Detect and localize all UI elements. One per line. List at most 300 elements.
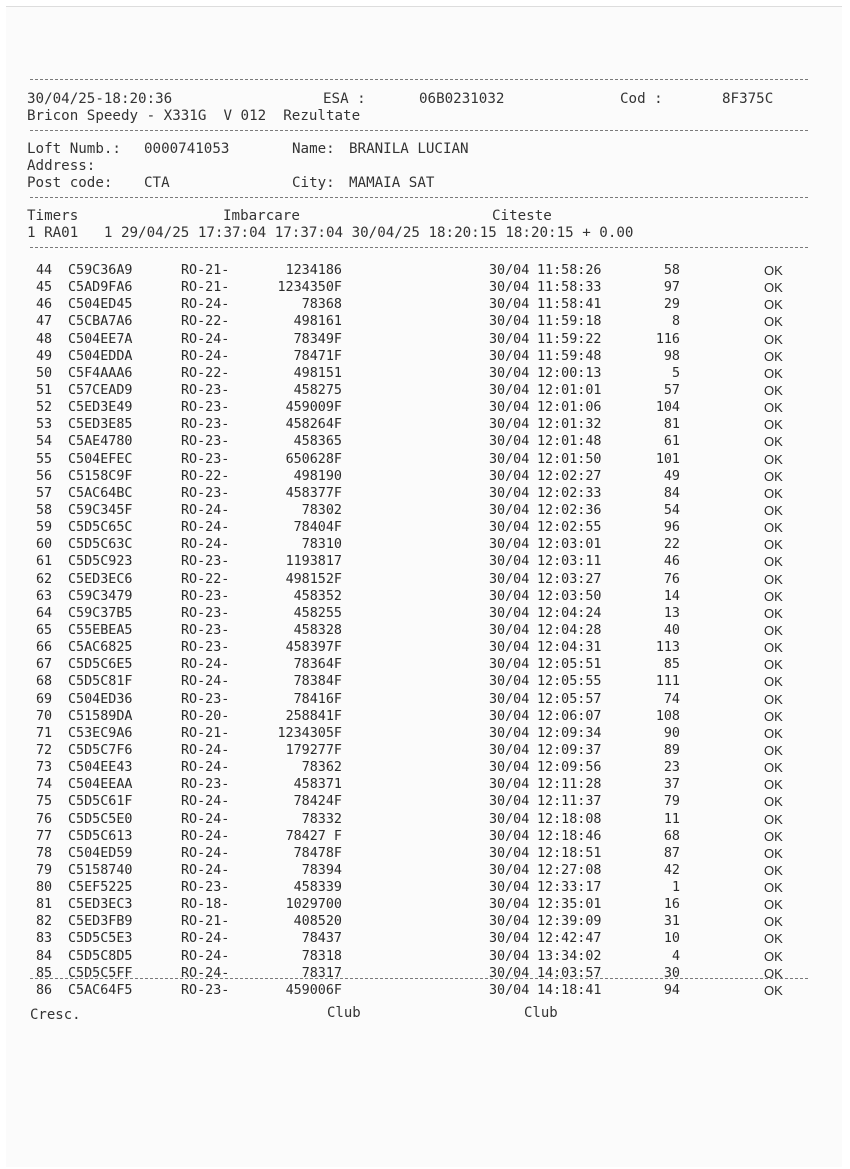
status-ok: OK bbox=[764, 365, 783, 381]
table-row bbox=[6, 572, 842, 589]
row-index: 85 bbox=[36, 965, 53, 981]
speed-value: 58 bbox=[663, 263, 680, 278]
row-index: 57 bbox=[36, 485, 53, 501]
speed-value: 61 bbox=[663, 434, 680, 450]
status-ok: OK bbox=[764, 862, 783, 878]
results-table bbox=[6, 263, 842, 1000]
status-ok: OK bbox=[764, 794, 783, 810]
postcode-value: CTA bbox=[144, 175, 170, 191]
ring-series: RO-24- bbox=[181, 331, 230, 347]
row-index: 64 bbox=[36, 605, 53, 621]
speed-value: 49 bbox=[663, 468, 680, 484]
dashed-divider bbox=[30, 130, 808, 131]
ring-number: 1029700 bbox=[285, 897, 342, 913]
ring-number: 78437 bbox=[301, 931, 342, 947]
status-ok: OK bbox=[764, 588, 783, 604]
arrival-date: 30/04 bbox=[489, 725, 530, 741]
speed-value: 104 bbox=[655, 400, 680, 416]
status-ok: OK bbox=[764, 605, 783, 621]
esa-label: ESA : bbox=[323, 91, 366, 107]
name-value: BRANILA LUCIAN bbox=[349, 141, 469, 157]
table-row bbox=[6, 452, 842, 469]
status-ok: OK bbox=[764, 502, 783, 518]
row-index: 73 bbox=[36, 760, 53, 776]
table-row bbox=[6, 503, 842, 520]
row-index: 58 bbox=[36, 502, 53, 518]
arrival-time: 12:42:47 bbox=[537, 931, 602, 947]
arrival-date: 30/04 bbox=[489, 965, 530, 981]
speed-value: 46 bbox=[663, 554, 680, 570]
arrival-time: 12:05:51 bbox=[537, 657, 602, 673]
ring-code: C504ED59 bbox=[68, 845, 133, 861]
row-index: 65 bbox=[36, 622, 53, 638]
row-index: 77 bbox=[36, 828, 53, 844]
arrival-date: 30/04 bbox=[489, 657, 530, 673]
status-ok: OK bbox=[764, 931, 783, 947]
cod-value: 8F375C bbox=[722, 91, 774, 107]
arrival-time: 12:09:56 bbox=[537, 760, 602, 776]
table-row bbox=[6, 263, 842, 280]
status-ok: OK bbox=[764, 691, 783, 707]
arrival-time: 12:01:32 bbox=[537, 417, 602, 433]
arrival-time: 12:11:37 bbox=[537, 794, 602, 810]
row-index: 86 bbox=[36, 982, 53, 998]
ring-series: RO-23- bbox=[181, 777, 230, 793]
table-row bbox=[6, 674, 842, 691]
status-ok: OK bbox=[764, 760, 783, 776]
loft-number-value: 0000741053 bbox=[144, 141, 230, 157]
ring-number: 1234305F bbox=[277, 725, 342, 741]
table-row bbox=[6, 897, 842, 914]
ring-code: C59C3479 bbox=[68, 588, 133, 604]
arrival-time: 12:01:50 bbox=[537, 451, 602, 467]
table-row bbox=[6, 606, 842, 623]
status-ok: OK bbox=[764, 314, 783, 330]
speed-value: 87 bbox=[663, 845, 680, 861]
club-label-2: Club bbox=[524, 1005, 558, 1021]
arrival-time: 12:04:28 bbox=[537, 622, 602, 638]
ring-code: C5ED3EC3 bbox=[68, 897, 133, 913]
ring-code: C5D5C613 bbox=[68, 828, 133, 844]
arrival-time: 12:03:27 bbox=[537, 571, 602, 587]
ring-series: RO-24- bbox=[181, 674, 230, 690]
ring-code: C5D5C6E5 bbox=[68, 657, 133, 673]
status-ok: OK bbox=[764, 845, 783, 861]
status-ok: OK bbox=[764, 297, 783, 313]
table-row bbox=[6, 983, 842, 1000]
row-index: 54 bbox=[36, 434, 53, 450]
status-ok: OK bbox=[764, 280, 783, 296]
table-row bbox=[6, 349, 842, 366]
table-row bbox=[6, 366, 842, 383]
ring-number: 459006F bbox=[285, 982, 342, 998]
table-row bbox=[6, 743, 842, 760]
ring-number: 78471F bbox=[293, 348, 342, 364]
status-ok: OK bbox=[764, 811, 783, 827]
speed-value: 84 bbox=[663, 485, 680, 501]
ring-series: RO-21- bbox=[181, 725, 230, 741]
table-row bbox=[6, 469, 842, 486]
row-index: 46 bbox=[36, 297, 53, 313]
status-ok: OK bbox=[764, 982, 783, 998]
arrival-time: 12:01:06 bbox=[537, 400, 602, 416]
arrival-date: 30/04 bbox=[489, 280, 530, 296]
arrival-date: 30/04 bbox=[489, 914, 530, 930]
ring-number: 78317 bbox=[301, 965, 342, 981]
table-row bbox=[6, 760, 842, 777]
row-index: 71 bbox=[36, 725, 53, 741]
dashed-divider bbox=[30, 247, 808, 248]
arrival-date: 30/04 bbox=[489, 485, 530, 501]
speed-value: 4 bbox=[671, 948, 680, 964]
arrival-time: 12:02:33 bbox=[537, 485, 602, 501]
ring-series: RO-22- bbox=[181, 468, 230, 484]
status-ok: OK bbox=[764, 263, 783, 278]
arrival-time: 11:58:33 bbox=[537, 280, 602, 296]
ring-code: C5ED3E85 bbox=[68, 417, 133, 433]
ring-series: RO-24- bbox=[181, 811, 230, 827]
ring-number: 78427 F bbox=[285, 828, 342, 844]
arrival-time: 12:39:09 bbox=[537, 914, 602, 930]
row-index: 49 bbox=[36, 348, 53, 364]
table-row bbox=[6, 554, 842, 571]
arrival-time: 12:00:13 bbox=[537, 365, 602, 381]
arrival-time: 12:06:07 bbox=[537, 708, 602, 724]
speed-value: 22 bbox=[663, 537, 680, 553]
arrival-time: 12:18:08 bbox=[537, 811, 602, 827]
row-index: 83 bbox=[36, 931, 53, 947]
arrival-date: 30/04 bbox=[489, 931, 530, 947]
ring-code: C5158C9F bbox=[68, 468, 133, 484]
ring-series: RO-24- bbox=[181, 297, 230, 313]
table-row bbox=[6, 846, 842, 863]
ring-number: 408520 bbox=[293, 914, 342, 930]
ring-code: C5AE4780 bbox=[68, 434, 133, 450]
ring-number: 179277F bbox=[285, 742, 342, 758]
ring-number: 458264F bbox=[285, 417, 342, 433]
arrival-date: 30/04 bbox=[489, 674, 530, 690]
arrival-time: 11:58:41 bbox=[537, 297, 602, 313]
arrival-time: 11:59:22 bbox=[537, 331, 602, 347]
speed-value: 13 bbox=[663, 605, 680, 621]
ring-number: 78318 bbox=[301, 948, 342, 964]
ring-series: RO-23- bbox=[181, 588, 230, 604]
arrival-time: 12:02:55 bbox=[537, 520, 602, 536]
speed-value: 37 bbox=[663, 777, 680, 793]
speed-value: 98 bbox=[663, 348, 680, 364]
ring-series: RO-24- bbox=[181, 502, 230, 518]
ring-series: RO-24- bbox=[181, 931, 230, 947]
arrival-date: 30/04 bbox=[489, 451, 530, 467]
arrival-date: 30/04 bbox=[489, 845, 530, 861]
status-ok: OK bbox=[764, 948, 783, 964]
arrival-time: 13:34:02 bbox=[537, 948, 602, 964]
ring-number: 458352 bbox=[293, 588, 342, 604]
table-row bbox=[6, 812, 842, 829]
ring-series: RO-24- bbox=[181, 845, 230, 861]
cod-label: Cod : bbox=[620, 91, 663, 107]
arrival-time: 12:04:24 bbox=[537, 605, 602, 621]
row-index: 59 bbox=[36, 520, 53, 536]
speed-value: 108 bbox=[655, 708, 680, 724]
row-index: 56 bbox=[36, 468, 53, 484]
arrival-date: 30/04 bbox=[489, 434, 530, 450]
row-index: 47 bbox=[36, 314, 53, 330]
arrival-date: 30/04 bbox=[489, 811, 530, 827]
ring-series: RO-18- bbox=[181, 897, 230, 913]
arrival-date: 30/04 bbox=[489, 537, 530, 553]
ring-number: 498152F bbox=[285, 571, 342, 587]
arrival-date: 30/04 bbox=[489, 622, 530, 638]
status-ok: OK bbox=[764, 965, 783, 981]
table-row bbox=[6, 623, 842, 640]
table-row bbox=[6, 914, 842, 931]
ring-code: C5D5C81F bbox=[68, 674, 133, 690]
ring-number: 458328 bbox=[293, 622, 342, 638]
table-row bbox=[6, 657, 842, 674]
timers-label: Timers bbox=[27, 208, 79, 224]
speed-value: 5 bbox=[671, 365, 680, 381]
ring-series: RO-23- bbox=[181, 451, 230, 467]
ring-series: RO-21- bbox=[181, 263, 230, 278]
ring-code: C59C37B5 bbox=[68, 605, 133, 621]
arrival-date: 30/04 bbox=[489, 382, 530, 398]
speed-value: 97 bbox=[663, 280, 680, 296]
ring-series: RO-23- bbox=[181, 417, 230, 433]
ring-code: C5CBA7A6 bbox=[68, 314, 133, 330]
arrival-time: 12:03:50 bbox=[537, 588, 602, 604]
table-row bbox=[6, 589, 842, 606]
ring-code: C5D5C63C bbox=[68, 537, 133, 553]
ring-number: 458275 bbox=[293, 382, 342, 398]
arrival-date: 30/04 bbox=[489, 742, 530, 758]
ring-series: RO-22- bbox=[181, 571, 230, 587]
row-index: 75 bbox=[36, 794, 53, 810]
arrival-time: 12:05:55 bbox=[537, 674, 602, 690]
arrival-time: 12:18:46 bbox=[537, 828, 602, 844]
ring-number: 78416F bbox=[293, 691, 342, 707]
table-row bbox=[6, 692, 842, 709]
arrival-date: 30/04 bbox=[489, 862, 530, 878]
ring-series: RO-24- bbox=[181, 348, 230, 364]
dashed-divider bbox=[30, 978, 808, 979]
status-ok: OK bbox=[764, 742, 783, 758]
arrival-time: 12:01:48 bbox=[537, 434, 602, 450]
ring-series: RO-23- bbox=[181, 622, 230, 638]
ring-code: C504EE43 bbox=[68, 760, 133, 776]
ring-series: RO-24- bbox=[181, 794, 230, 810]
ring-number: 458377F bbox=[285, 485, 342, 501]
arrival-date: 30/04 bbox=[489, 331, 530, 347]
status-ok: OK bbox=[764, 554, 783, 570]
ring-series: RO-23- bbox=[181, 554, 230, 570]
ring-series: RO-21- bbox=[181, 914, 230, 930]
arrival-time: 14:18:41 bbox=[537, 982, 602, 998]
arrival-date: 30/04 bbox=[489, 502, 530, 518]
ring-code: C5AC64F5 bbox=[68, 982, 133, 998]
speed-value: 94 bbox=[663, 982, 680, 998]
row-index: 60 bbox=[36, 537, 53, 553]
ring-number: 78302 bbox=[301, 502, 342, 518]
row-index: 79 bbox=[36, 862, 53, 878]
ring-number: 78478F bbox=[293, 845, 342, 861]
ring-code: C5AD9FA6 bbox=[68, 280, 133, 296]
ring-code: C504EFEC bbox=[68, 451, 133, 467]
arrival-time: 11:59:18 bbox=[537, 314, 602, 330]
row-index: 69 bbox=[36, 691, 53, 707]
ring-series: RO-23- bbox=[181, 400, 230, 416]
row-index: 81 bbox=[36, 897, 53, 913]
address-label: Address: bbox=[27, 158, 96, 174]
row-index: 76 bbox=[36, 811, 53, 827]
arrival-time: 12:04:31 bbox=[537, 640, 602, 656]
row-index: 84 bbox=[36, 948, 53, 964]
ring-code: C5D5C61F bbox=[68, 794, 133, 810]
ring-code: C5ED3EC6 bbox=[68, 571, 133, 587]
row-index: 48 bbox=[36, 331, 53, 347]
table-row bbox=[6, 486, 842, 503]
status-ok: OK bbox=[764, 520, 783, 536]
system-title: Bricon Speedy - X331G V 012 Rezultate bbox=[27, 108, 361, 124]
row-index: 68 bbox=[36, 674, 53, 690]
status-ok: OK bbox=[764, 674, 783, 690]
ring-number: 458397F bbox=[285, 640, 342, 656]
arrival-time: 11:59:48 bbox=[537, 348, 602, 364]
ring-number: 78368 bbox=[301, 297, 342, 313]
cresc-label: Cresc. bbox=[30, 1007, 81, 1023]
speed-value: 79 bbox=[663, 794, 680, 810]
arrival-time: 12:33:17 bbox=[537, 880, 602, 896]
arrival-time: 12:18:51 bbox=[537, 845, 602, 861]
arrival-date: 30/04 bbox=[489, 417, 530, 433]
ring-code: C5AC6825 bbox=[68, 640, 133, 656]
arrival-time: 14:03:57 bbox=[537, 965, 602, 981]
arrival-time: 12:02:36 bbox=[537, 502, 602, 518]
row-index: 45 bbox=[36, 280, 53, 296]
citeste-label: Citeste bbox=[492, 208, 552, 224]
ring-number: 1234350F bbox=[277, 280, 342, 296]
arrival-date: 30/04 bbox=[489, 400, 530, 416]
table-row bbox=[6, 726, 842, 743]
table-row bbox=[6, 949, 842, 966]
row-index: 53 bbox=[36, 417, 53, 433]
table-row bbox=[6, 777, 842, 794]
row-index: 66 bbox=[36, 640, 53, 656]
ring-code: C5EF5225 bbox=[68, 880, 133, 896]
arrival-date: 30/04 bbox=[489, 880, 530, 896]
speed-value: 40 bbox=[663, 622, 680, 638]
arrival-time: 12:02:27 bbox=[537, 468, 602, 484]
ring-number: 498161 bbox=[293, 314, 342, 330]
status-ok: OK bbox=[764, 897, 783, 913]
speed-value: 42 bbox=[663, 862, 680, 878]
speed-value: 16 bbox=[663, 897, 680, 913]
arrival-date: 30/04 bbox=[489, 605, 530, 621]
ring-series: RO-22- bbox=[181, 314, 230, 330]
city-label: City: bbox=[292, 175, 335, 191]
status-ok: OK bbox=[764, 571, 783, 587]
ring-number: 650628F bbox=[285, 451, 342, 467]
ring-code: C5D5C5FF bbox=[68, 965, 133, 981]
table-row bbox=[6, 314, 842, 331]
dashed-divider bbox=[30, 197, 808, 198]
table-row bbox=[6, 400, 842, 417]
speed-value: 14 bbox=[663, 588, 680, 604]
arrival-date: 30/04 bbox=[489, 794, 530, 810]
arrival-date: 30/04 bbox=[489, 708, 530, 724]
ring-code: C51589DA bbox=[68, 708, 133, 724]
ring-code: C5158740 bbox=[68, 862, 133, 878]
ring-number: 498190 bbox=[293, 468, 342, 484]
arrival-date: 30/04 bbox=[489, 348, 530, 364]
speed-value: 90 bbox=[663, 725, 680, 741]
ring-code: C504EE7A bbox=[68, 331, 133, 347]
speed-value: 68 bbox=[663, 828, 680, 844]
ring-code: C5F4AAA6 bbox=[68, 365, 133, 381]
row-index: 74 bbox=[36, 777, 53, 793]
status-ok: OK bbox=[764, 468, 783, 484]
loft-number-label: Loft Numb.: bbox=[27, 141, 121, 157]
report-datetime: 30/04/25-18:20:36 bbox=[27, 91, 173, 107]
ring-series: RO-24- bbox=[181, 657, 230, 673]
speed-value: 1 bbox=[671, 880, 680, 896]
ring-series: RO-23- bbox=[181, 982, 230, 998]
arrival-time: 12:27:08 bbox=[537, 862, 602, 878]
status-ok: OK bbox=[764, 417, 783, 433]
dashed-divider bbox=[30, 79, 808, 80]
speed-value: 111 bbox=[655, 674, 680, 690]
status-ok: OK bbox=[764, 382, 783, 398]
printed-report-page bbox=[6, 6, 842, 1167]
city-value: MAMAIA SAT bbox=[349, 175, 435, 191]
ring-code: C5AC64BC bbox=[68, 485, 133, 501]
speed-value: 54 bbox=[663, 502, 680, 518]
speed-value: 74 bbox=[663, 691, 680, 707]
arrival-date: 30/04 bbox=[489, 691, 530, 707]
arrival-date: 30/04 bbox=[489, 982, 530, 998]
arrival-time: 12:35:01 bbox=[537, 897, 602, 913]
ring-series: RO-21- bbox=[181, 280, 230, 296]
table-row bbox=[6, 931, 842, 948]
row-index: 63 bbox=[36, 588, 53, 604]
table-row bbox=[6, 537, 842, 554]
status-ok: OK bbox=[764, 485, 783, 501]
ring-number: 78362 bbox=[301, 760, 342, 776]
club-label-1: Club bbox=[327, 1005, 361, 1021]
speed-value: 57 bbox=[663, 382, 680, 398]
status-ok: OK bbox=[764, 331, 783, 347]
status-ok: OK bbox=[764, 622, 783, 638]
speed-value: 76 bbox=[663, 571, 680, 587]
ring-number: 1234186 bbox=[285, 263, 342, 278]
speed-value: 89 bbox=[663, 742, 680, 758]
ring-code: C504EDDA bbox=[68, 348, 133, 364]
table-row bbox=[6, 863, 842, 880]
arrival-date: 30/04 bbox=[489, 314, 530, 330]
speed-value: 11 bbox=[663, 811, 680, 827]
row-index: 82 bbox=[36, 914, 53, 930]
status-ok: OK bbox=[764, 708, 783, 724]
ring-code: C5ED3E49 bbox=[68, 400, 133, 416]
row-index: 80 bbox=[36, 880, 53, 896]
ring-code: C5D5C5E0 bbox=[68, 811, 133, 827]
table-row bbox=[6, 829, 842, 846]
speed-value: 85 bbox=[663, 657, 680, 673]
arrival-date: 30/04 bbox=[489, 588, 530, 604]
ring-code: C504ED36 bbox=[68, 691, 133, 707]
arrival-time: 12:11:28 bbox=[537, 777, 602, 793]
ring-number: 78404F bbox=[293, 520, 342, 536]
